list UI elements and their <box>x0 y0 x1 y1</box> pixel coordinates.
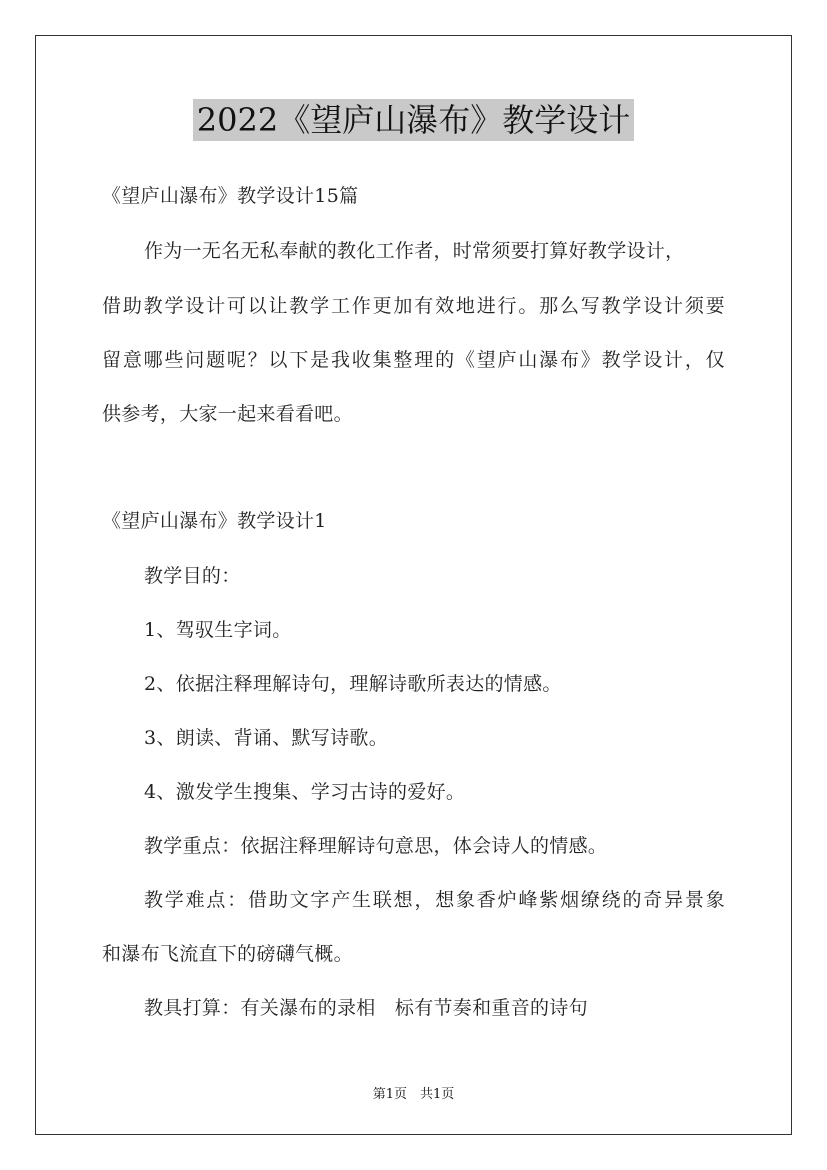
document-title <box>0 98 827 142</box>
objective-4: 4、激发学生搜集、学习古诗的爱好。 <box>144 781 466 803</box>
objective-3: 3、朗读、背诵、默写诗歌。 <box>144 727 388 749</box>
difficulty-line-2: 和瀑布飞流直下的磅礴气概。 <box>102 943 353 965</box>
subtitle: 《望庐山瀑布》教学设计15篇 <box>102 185 359 207</box>
intro-line-2: 借助教学设计可以让教学工作更加有效地进行。那么写教学设计须要 <box>102 295 725 317</box>
objectives-label: 教学目的： <box>144 565 241 587</box>
page-number: 第1页 共1页 <box>372 1087 455 1102</box>
objective-1: 1、驾驭生字词。 <box>144 619 292 641</box>
materials: 教具打算：有关瀑布的录相 标有节奏和重音的诗句 <box>144 997 588 1019</box>
page-footer <box>0 1083 827 1102</box>
intro-line-3: 留意哪些问题呢？以下是我收集整理的《望庐山瀑布》教学设计，仅 <box>102 349 725 371</box>
objective-2: 2、依据注释理解诗句，理解诗歌所表达的情感。 <box>144 673 562 695</box>
title-text: 2022《望庐山瀑布》教学设计 <box>193 99 634 141</box>
intro-line-4: 供参考，大家一起来看看吧。 <box>102 403 353 425</box>
key-point: 教学重点：依据注释理解诗句意思，体会诗人的情感。 <box>144 835 608 857</box>
difficulty-line-1: 教学难点：借助文字产生联想，想象香炉峰紫烟缭绕的奇异景象 <box>144 889 725 911</box>
intro-line-1: 作为一无名无私奉献的教化工作者，时常须要打算好教学设计， <box>144 240 685 262</box>
section-heading: 《望庐山瀑布》教学设计1 <box>102 510 327 532</box>
